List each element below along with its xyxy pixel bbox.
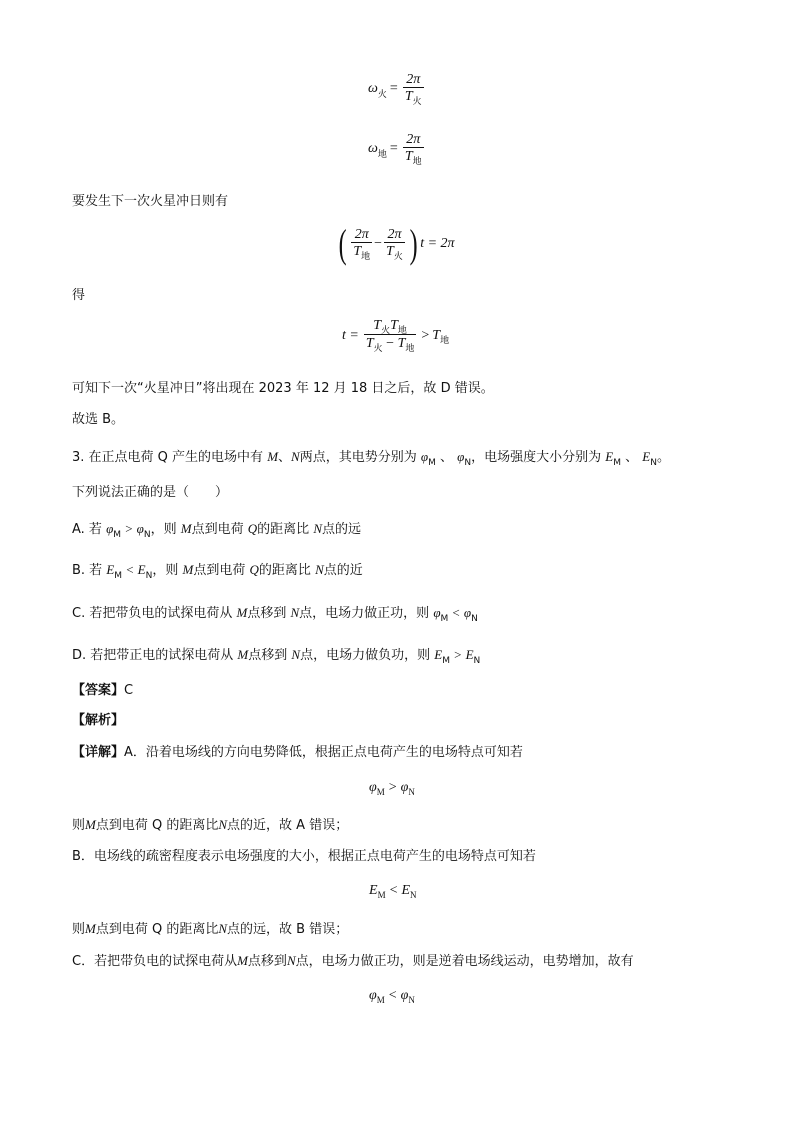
question-3-stem: 3. 在正点电荷 Q 产生的电场中有 M、N两点，其电势分别为 $\varphi_M$ 、 $\varphi_N$，电场强度大小分别为 $E_M$ 、 $E_N$。 <box>72 449 670 468</box>
formula-omega-earth: ω 地 = $\frac{2\pi}{T_地}$ <box>368 132 422 166</box>
detail-b: B．电场线的疏密程度表示电场强度的大小，根据正点电荷产生的电场特点可知若 <box>72 849 536 864</box>
formula-phi-gt: φ M > φ N <box>369 780 415 797</box>
formula-omega-mars: ω 火 = $\frac{2\pi}{T_火}$ <box>368 72 422 106</box>
analysis-heading: 【解析】 <box>72 713 125 728</box>
text-line: 可知下一次“火星冲日”将出现在 2023 年 12 月 18 日之后，故 D 错误。 <box>72 381 494 396</box>
question-3-prompt: 下列说法正确的是（ ） <box>72 485 229 500</box>
text-line: 故选 B。 <box>72 412 125 427</box>
text-line: 得 <box>72 288 86 303</box>
formula-phi-lt: φ M < φ N <box>369 988 415 1005</box>
answer: 【答案】C <box>72 683 134 698</box>
conclusion-b: 则M点到电荷 Q 的距离比N点的远，故 B 错误； <box>72 921 349 937</box>
option-b[interactable]: B. 若 $E_M < E_N$，则 M点到电荷 Q的距离比 N点的近 <box>72 562 363 581</box>
formula-e-lt: E M < E N <box>369 883 417 900</box>
detail-c: C．若把带负电的试探电荷从M点移到N点，电场力做正功，则是逆着电场线运动，电势增加，故有 <box>72 953 634 969</box>
formula-result: t = $\frac{T_火T_地}{T_火 - T_地}$ > T 地 <box>342 318 450 353</box>
option-d[interactable]: D. 若把带正电的试探电荷从 M点移到 N点，电场力做负功，则 $E_M > E_N$ <box>72 647 481 666</box>
formula-synodic: ( $\frac{2\pi}{T_地}$ − $\frac{2\pi}{T_火}$ ) t = 2π <box>338 221 455 266</box>
conclusion-a: 则M点到电荷 Q 的距离比N点的近，故 A 错误； <box>72 817 349 833</box>
text-line: 要发生下一次火星冲日则有 <box>72 194 229 209</box>
option-a[interactable]: A. 若 $\varphi_M > \varphi_N$，则 M点到电荷 Q的距离比 N点的远 <box>72 521 361 540</box>
option-c[interactable]: C. 若把带负电的试探电荷从 M点移到 N点，电场力做正功，则 $\varphi_M < \varphi_N$ <box>72 605 478 624</box>
detail-a: 【详解】A．沿着电场线的方向电势降低，根据正点电荷产生的电场特点可知若 <box>72 745 523 760</box>
